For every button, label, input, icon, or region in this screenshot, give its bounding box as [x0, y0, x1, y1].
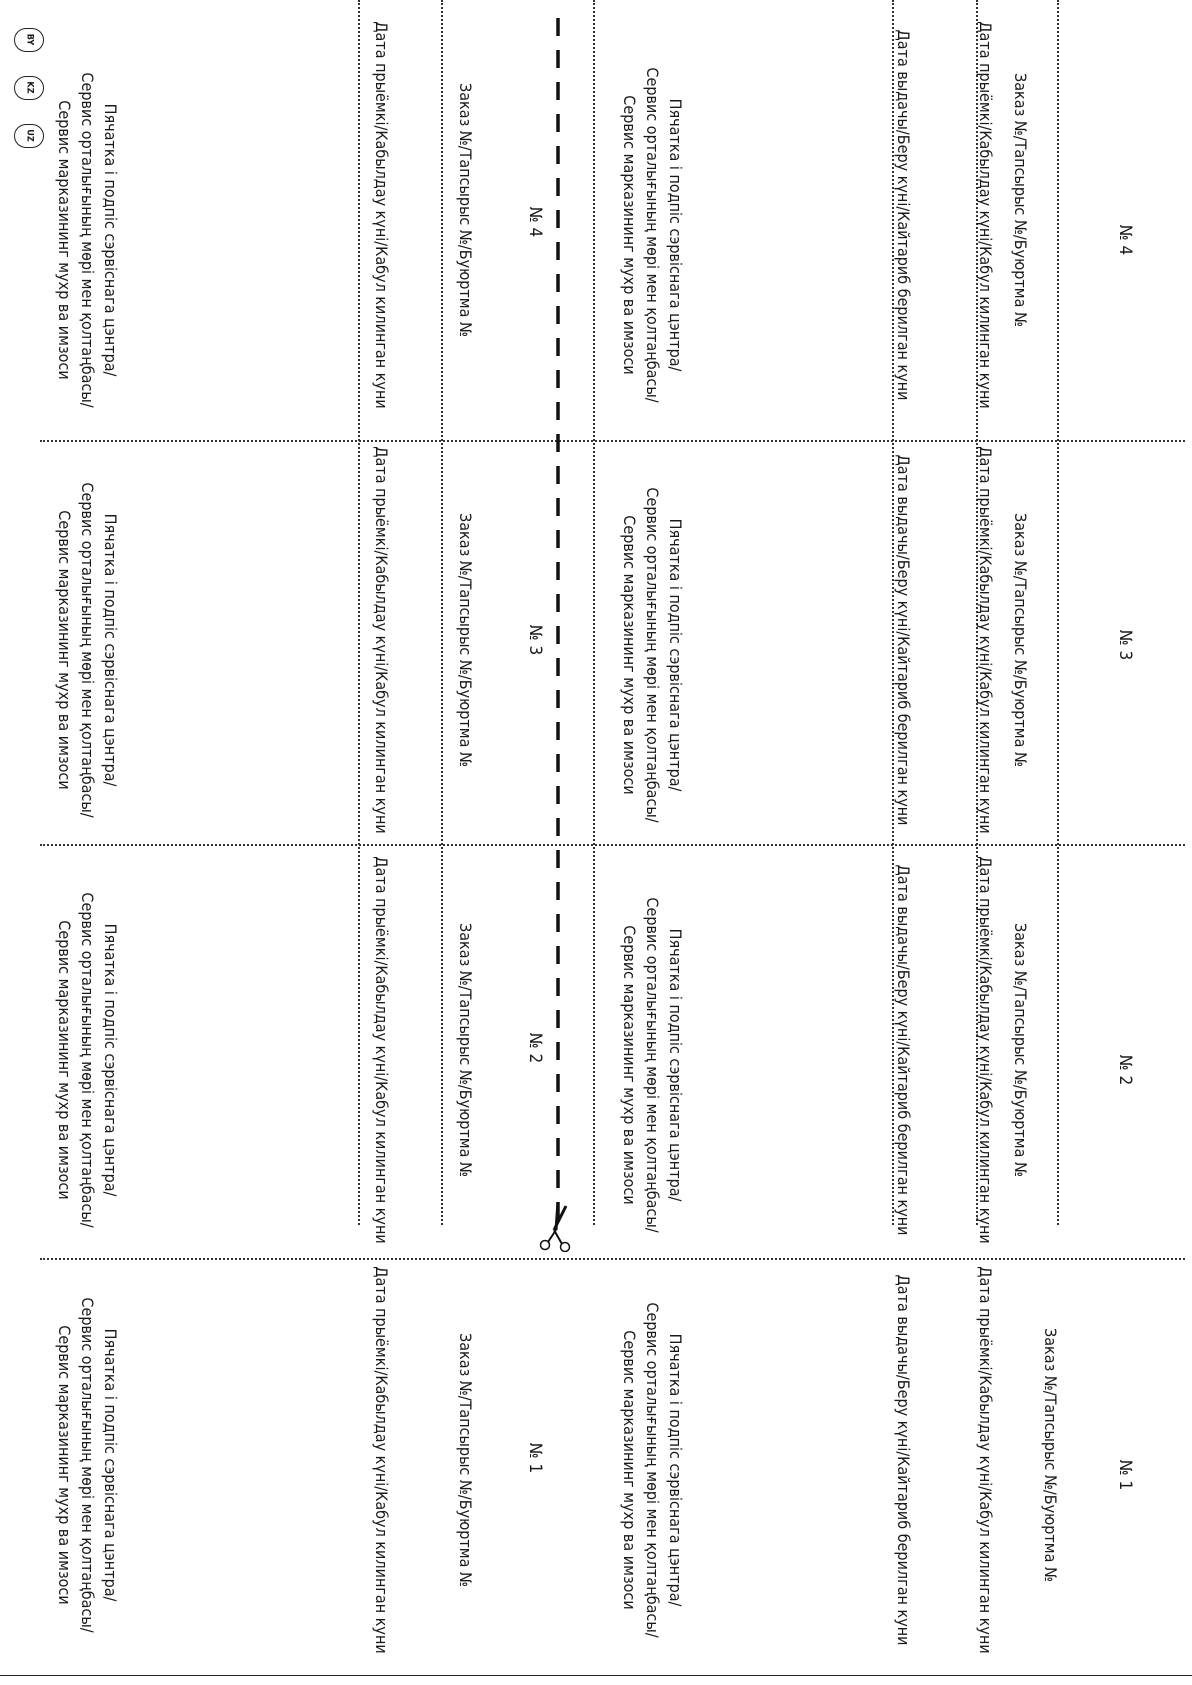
- order-number-label: Заказ №/Тапсырыс №/Буюртма №: [1011, 513, 1030, 767]
- coupon-number: № 2: [525, 1032, 545, 1064]
- coupon-number: № 3: [525, 624, 545, 656]
- stamp-line-1: Пячатка і подпіс сэрвіснага цэнтра/: [101, 1328, 120, 1602]
- stamp-line-1: Пячатка і подпіс сэрвіснага цэнтра/: [101, 923, 120, 1197]
- coupon-number: № 4: [525, 206, 545, 238]
- order-number-label: Заказ №/Тапсырыс №/Буюртма №: [1041, 1328, 1060, 1582]
- receipt-date-label: Дата прыёмкі/Кабылдау күні/Кабул килинган куни: [976, 446, 995, 834]
- language-badge-uz: UZ: [14, 124, 44, 148]
- stamp-line-1: Пячатка і подпіс сэрвіснага цэнтра/: [101, 513, 120, 787]
- coupon-number: № 4: [1115, 224, 1135, 256]
- stamp-line-1: Пячатка і подпіс сэрвіснага цэнтра/: [666, 98, 685, 372]
- language-badge-by: BY: [14, 28, 44, 52]
- order-number-label: Заказ №/Тапсырыс №/Буюртма №: [1011, 923, 1030, 1177]
- separator-line: [441, 0, 443, 1225]
- scissors-icon: [532, 1200, 580, 1252]
- order-number-label: Заказ №/Тапсырыс №/Буюртма №: [456, 83, 475, 337]
- stamp-line-3: Сервис марказининг мухр ва имзоси: [620, 925, 639, 1205]
- receipt-date-label: Дата прыёмкі/Кабылдау күні/Кабул килинган куни: [976, 21, 995, 409]
- stamp-line-3: Сервис марказининг мухр ва имзоси: [55, 100, 74, 380]
- stamp-line-2: Сервис орталығының мөрі мен қолтаңбасы/: [78, 892, 97, 1228]
- stamp-line-1: Пячатка і подпіс сэрвіснага цэнтра/: [101, 103, 120, 377]
- stamp-line-2: Сервис орталығының мөрі мен қолтаңбасы/: [78, 482, 97, 818]
- separator-line: [358, 0, 360, 1225]
- coupon-divider: [40, 440, 1185, 442]
- issue-date-label: Дата выдачы/Беру күні/Кайтариб берилган куни: [894, 29, 913, 401]
- order-number-label: Заказ №/Тапсырыс №/Буюртма №: [456, 1333, 475, 1587]
- issue-date-label: Дата выдачы/Беру күні/Кайтариб берилган куни: [894, 454, 913, 826]
- coupon-divider: [40, 1258, 1185, 1260]
- coupon-divider: [40, 844, 1185, 846]
- receipt-date-label: Дата прыёмкі/Кабылдау күні/Кабул килинган куни: [372, 856, 391, 1244]
- issue-date-label: Дата выдачы/Беру күні/Кайтариб берилган куни: [894, 864, 913, 1236]
- coupon-number: № 3: [1115, 629, 1135, 661]
- receipt-date-label: Дата прыёмкі/Кабылдау күні/Кабул килинган куни: [372, 21, 391, 409]
- language-badge-kz: KZ: [14, 76, 44, 100]
- coupon-number: № 1: [1115, 1459, 1135, 1491]
- order-number-label: Заказ №/Тапсырыс №/Буюртма №: [1011, 73, 1030, 327]
- stamp-line-1: Пячатка і подпіс сэрвіснага цэнтра/: [666, 518, 685, 792]
- coupon-number: № 1: [525, 1442, 545, 1474]
- stamp-line-1: Пячатка і подпіс сэрвіснага цэнтра/: [666, 1333, 685, 1607]
- stamp-line-3: Сервис марказининг мухр ва имзоси: [620, 515, 639, 795]
- stamp-line-2: Сервис орталығының мөрі мен қолтаңбасы/: [643, 67, 662, 403]
- coupon-number: № 2: [1115, 1054, 1135, 1086]
- stamp-line-3: Сервис марказининг мухр ва имзоси: [55, 1325, 74, 1605]
- issue-date-label: Дата выдачы/Беру күні/Кайтариб берилган куни: [894, 1274, 913, 1646]
- stamp-line-3: Сервис марказининг мухр ва имзоси: [55, 920, 74, 1200]
- stamp-line-1: Пячатка і подпіс сэрвіснага цэнтра/: [666, 928, 685, 1202]
- stamp-line-3: Сервис марказининг мухр ва имзоси: [620, 1330, 639, 1610]
- stamp-line-2: Сервис орталығының мөрі мен қолтаңбасы/: [643, 1302, 662, 1638]
- bottom-rule: [0, 1675, 1192, 1676]
- order-number-label: Заказ №/Тапсырыс №/Буюртма №: [456, 923, 475, 1177]
- stamp-line-2: Сервис орталығының мөрі мен қолтаңбасы/: [78, 72, 97, 408]
- separator-line: [593, 0, 595, 1225]
- cut-line: [556, 18, 560, 1218]
- stamp-line-2: Сервис орталығының мөрі мен қолтаңбасы/: [643, 487, 662, 823]
- stamp-line-3: Сервис марказининг мухр ва имзоси: [620, 95, 639, 375]
- separator-line: [1057, 0, 1059, 1225]
- stamp-line-2: Сервис орталығының мөрі мен қолтаңбасы/: [643, 897, 662, 1233]
- stamp-line-3: Сервис марказининг мухр ва имзоси: [55, 510, 74, 790]
- receipt-date-label: Дата прыёмкі/Кабылдау күні/Кабул килинган куни: [372, 446, 391, 834]
- order-number-label: Заказ №/Тапсырыс №/Буюртма №: [456, 513, 475, 767]
- receipt-date-label: Дата прыёмкі/Кабылдау күні/Кабул килинган куни: [372, 1266, 391, 1654]
- stamp-line-2: Сервис орталығының мөрі мен қолтаңбасы/: [78, 1297, 97, 1633]
- receipt-date-label: Дата прыёмкі/Кабылдау күні/Кабул килинган куни: [976, 856, 995, 1244]
- receipt-date-label: Дата прыёмкі/Кабылдау күні/Кабул килинган куни: [976, 1266, 995, 1654]
